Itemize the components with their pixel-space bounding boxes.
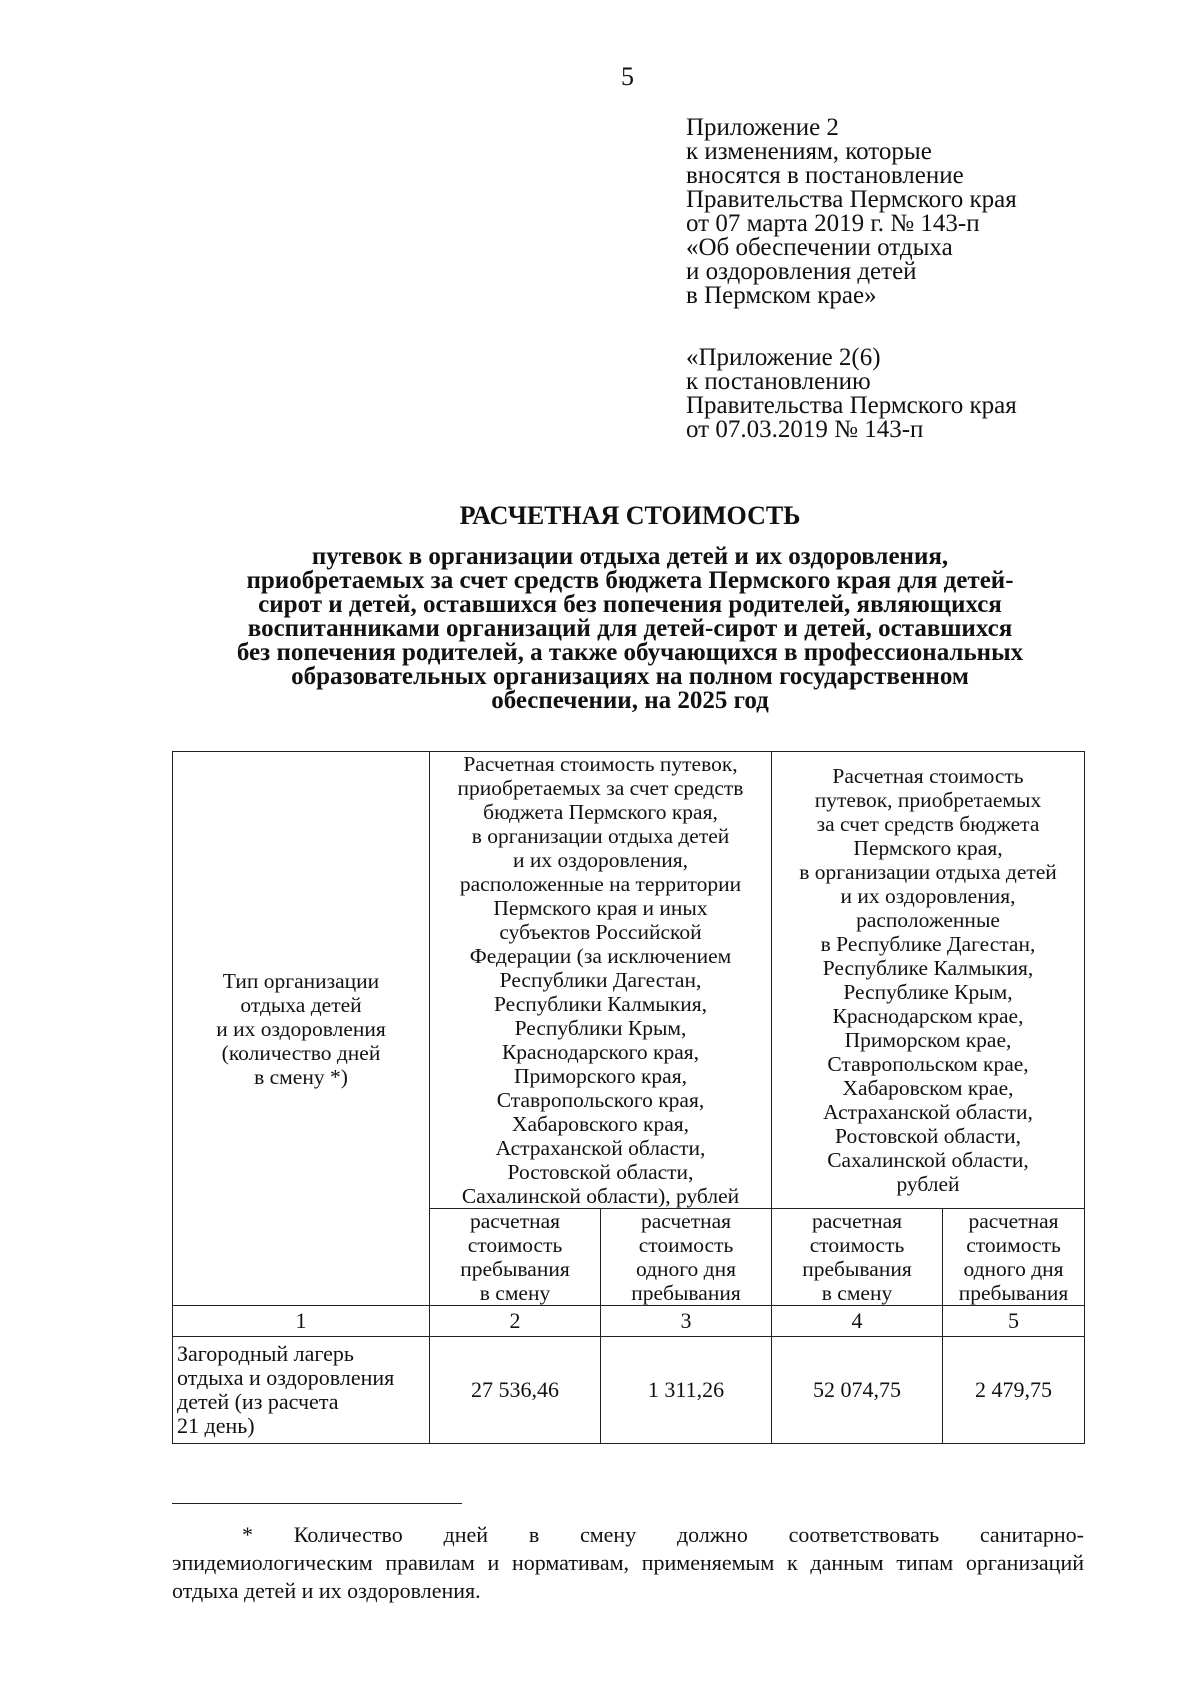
cost-day-perm-cell: 1 311,26 [601,1337,772,1444]
subtitle-line: воспитанниками организаций для детей-сирот и детей, оставшихся [247,615,1013,642]
appendix-line: в Пермском крае» [686,282,877,309]
header-line: Республики Калмыкия, [493,992,708,1016]
header-line: стоимость [638,1233,734,1257]
header-line: (количество дней [221,1040,381,1065]
appendix-line: и оздоровления детей [686,258,917,285]
page-number: 5 [621,62,634,91]
header-line: одного дня [963,1257,1064,1281]
header-line: отдыха детей [240,992,362,1017]
header-line: Пермского края и иных [493,896,708,920]
footnote-first-line: * Количество дней в смену должно соответствовать санитарно- [242,1522,1084,1547]
header-line: за счет средств бюджета [816,812,1040,836]
table-header-row [173,752,1085,1209]
header-line: Федерации (за исключением [469,944,732,968]
appendix-line: Правительства Пермского края [686,392,1017,419]
header-line: рублей [896,1172,960,1196]
header-line: Расчетная стоимость путевок, [463,752,738,776]
table-row [173,1337,1085,1444]
appendix-header [686,116,1156,308]
header-line: Ставропольского края, [496,1088,705,1112]
type-line: отдыха и оздоровления [177,1365,395,1390]
header-line: пребывания [460,1257,570,1281]
appendix-line: от 07.03.2019 № 143-п [686,416,924,443]
header-line: Астраханской области, [495,1136,706,1160]
header-line: Ростовской области, [835,1124,1021,1148]
appendix-line: «Приложение 2(6) [686,344,881,371]
type-line: Загородный лагерь [177,1341,354,1366]
header-line: и их оздоровления [216,1016,386,1041]
header-line: пребывания [631,1281,741,1305]
header-line: в смену [821,1281,893,1305]
header-line: Республики Дагестан, [499,968,702,992]
header-line: Сахалинской области), рублей [461,1184,740,1208]
header-line: Краснодарского края, [501,1040,700,1064]
subheader-shift-cost-perm [430,1209,601,1306]
header-line: расположенные на территории [459,872,742,896]
header-line: субъектов Российской [499,920,702,944]
header-line: Республике Калмыкия, [822,956,1034,980]
header-line: Хабаровском крае, [842,1076,1014,1100]
header-line: путевок, приобретаемых [814,788,1042,812]
header-line: Расчетная стоимость [832,764,1024,788]
header-line: и их оздоровления, [513,848,688,872]
subtitle-line: сирот и детей, оставшихся без попечения родителей, являющихся [258,591,1002,618]
cost-shift-south-cell: 52 074,75 [772,1337,943,1444]
header-line: Ростовской области, [507,1160,694,1184]
header-line: в организации отдыха детей [471,824,730,848]
header-line: пребывания [802,1257,912,1281]
header-line: расположенные [856,908,1000,932]
header-line: Пермского края, [853,836,1003,860]
appendix-line: вносятся в постановление [686,162,964,189]
organization-type-cell [173,1337,430,1444]
header-line: стоимость [809,1233,905,1257]
footnote-divider [172,1503,462,1504]
header-line: в смену *) [254,1064,348,1089]
column-number: 3 [601,1306,772,1337]
header-line: расчетная [469,1209,561,1233]
header-line: Республике Крым, [843,980,1013,1004]
header-line: в смену [479,1281,551,1305]
header-line: Ставропольском крае, [827,1052,1029,1076]
subheader-day-cost-south [943,1209,1085,1306]
column-number: 5 [943,1306,1085,1337]
header-line: и их оздоровления, [840,884,1016,908]
header-line: расчетная [811,1209,903,1233]
subheader-shift-cost-south [772,1209,943,1306]
subtitle-line: путевок в организации отдыха детей и их оздоровления, [311,543,949,570]
original-appendix-header [686,346,1156,442]
column-number: 4 [772,1306,943,1337]
header-line: пребывания [958,1281,1069,1305]
header-line: Тип организации [222,968,380,993]
document-subtitle [160,545,1100,713]
appendix-line: от 07 марта 2019 г. № 143-п [686,210,980,237]
header-line: бюджета Пермского края, [483,800,718,824]
subtitle-line: без попечения родителей, а также обучающихся в профессиональных [236,639,1024,666]
header-line: Хабаровского края, [511,1112,690,1136]
header-line: в организации отдыха детей [799,860,1057,884]
footnote [172,1521,1084,1605]
column-number-row [173,1306,1085,1337]
column-number: 1 [173,1306,430,1337]
group-header-perm [430,752,772,1209]
subheader-day-cost-perm [601,1209,772,1306]
column-number: 2 [430,1306,601,1337]
type-line: детей (из расчета [177,1389,339,1414]
header-line: Республики Крым, [514,1016,687,1040]
cost-day-south-cell: 2 479,75 [943,1337,1085,1444]
header-line: стоимость [467,1233,563,1257]
header-line: расчетная [968,1209,1059,1233]
header-line: Астраханской области, [823,1100,1033,1124]
footnote-rest: эпидемиологическим правилам и нормативам, применяемым к данным типам организаций отдыха детей и их оздоровления. [172,1550,1084,1603]
subtitle-line: образовательных организациях на полном государственном [291,663,969,690]
type-header-cell [173,752,430,1306]
appendix-line: к изменениям, которые [686,138,932,165]
cost-table [172,751,1085,1444]
header-line: стоимость [966,1233,1061,1257]
appendix-line: «Об обеспечении отдыха [686,234,953,261]
appendix-line: к постановлению [686,368,871,395]
cost-shift-perm-cell: 27 536,46 [430,1337,601,1444]
header-line: Краснодарском крае, [832,1004,1024,1028]
header-line: в Республике Дагестан, [820,932,1036,956]
header-line: Приморского края, [514,1064,687,1088]
header-line: одного дня [635,1257,737,1281]
header-line: приобретаемых за счет средств [457,776,744,800]
appendix-line: Приложение 2 [686,114,839,141]
subtitle-line: приобретаемых за счет средств бюджета Пермского края для детей- [246,567,1014,594]
subtitle-line: обеспечении, на 2025 год [491,687,769,714]
group-header-south [772,752,1085,1209]
type-line: 21 день) [177,1413,255,1438]
header-line: Сахалинской области, [827,1148,1029,1172]
document-title: РАСЧЕТНАЯ СТОИМОСТЬ [459,501,801,530]
appendix-line: Правительства Пермского края [686,186,1017,213]
header-line: Приморском крае, [844,1028,1012,1052]
header-line: расчетная [640,1209,732,1233]
